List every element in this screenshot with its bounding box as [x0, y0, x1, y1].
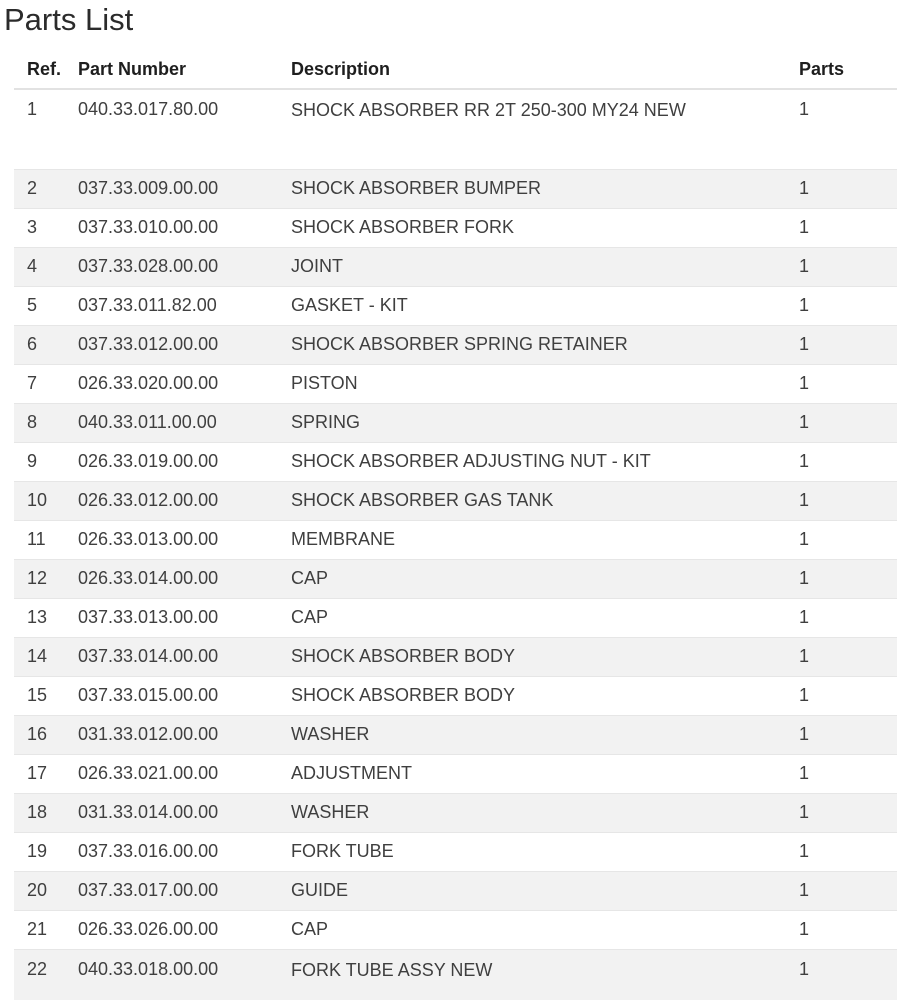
cell-part-number[interactable]: [78, 442, 291, 481]
cell-ref-text: 18: [27, 802, 48, 822]
cell-description-text: CAP: [291, 607, 329, 627]
cell-parts-text: 1: [799, 685, 810, 705]
cell-ref: [14, 169, 78, 208]
cell-part-number-text: 026.33.013.00.00: [78, 529, 219, 549]
cell-description-text: SHOCK ABSORBER BODY: [291, 646, 516, 666]
cell-ref: [14, 364, 78, 403]
cell-description: [291, 871, 799, 910]
cell-part-number[interactable]: [78, 286, 291, 325]
cell-ref: [14, 793, 78, 832]
header-parts: Parts: [799, 50, 897, 89]
cell-ref-text: 13: [27, 607, 48, 627]
cell-part-number[interactable]: [78, 676, 291, 715]
cell-description-text: SHOCK ABSORBER BODY: [291, 685, 516, 705]
header-part-number: Part Number: [78, 50, 291, 89]
cell-description-text: SHOCK ABSORBER ADJUSTING NUT - KIT: [291, 451, 651, 471]
cell-parts: [799, 286, 897, 325]
cell-description-text: FORK TUBE ASSY NEW: [291, 959, 493, 980]
cell-ref: [14, 403, 78, 442]
cell-ref-text: 8: [27, 412, 38, 432]
cell-parts: [799, 559, 897, 598]
cell-ref-text: 15: [27, 685, 48, 705]
cell-parts: [799, 910, 897, 949]
cell-parts-text: 1: [799, 178, 810, 198]
cell-parts: [799, 169, 897, 208]
cell-parts-text: 1: [799, 412, 810, 432]
cell-part-number-text: 026.33.020.00.00: [78, 373, 219, 393]
table-row[interactable]: [14, 754, 897, 793]
cell-parts-text: 1: [799, 880, 810, 900]
cell-parts: [799, 754, 897, 793]
cell-ref: [14, 910, 78, 949]
cell-description: [291, 89, 799, 169]
cell-description: [291, 169, 799, 208]
cell-part-number[interactable]: [78, 910, 291, 949]
cell-ref-text: 17: [27, 763, 48, 783]
cell-description: [291, 403, 799, 442]
cell-ref-text: 3: [27, 217, 38, 237]
cell-description-text: GASKET - KIT: [291, 295, 408, 315]
cell-parts-text: 1: [799, 99, 810, 119]
cell-ref: [14, 715, 78, 754]
header-row: [14, 50, 897, 89]
cell-part-number-text: 037.33.010.00.00: [78, 217, 219, 237]
cell-parts-text: 1: [799, 724, 810, 744]
cell-ref: [14, 481, 78, 520]
cell-description-text: CAP: [291, 919, 329, 939]
cell-part-number[interactable]: [78, 89, 291, 169]
cell-ref-text: 19: [27, 841, 48, 861]
cell-ref: [14, 949, 78, 1000]
cell-parts: [799, 871, 897, 910]
cell-ref: [14, 637, 78, 676]
cell-parts: [799, 442, 897, 481]
cell-parts-text: 1: [799, 451, 810, 471]
cell-ref: [14, 832, 78, 871]
cell-ref-text: 11: [27, 529, 46, 549]
table-row[interactable]: [14, 637, 897, 676]
cell-description: [291, 754, 799, 793]
cell-ref-text: 20: [27, 880, 48, 900]
table-row[interactable]: [14, 949, 897, 1000]
cell-ref-text: 9: [27, 451, 38, 471]
cell-part-number[interactable]: [78, 325, 291, 364]
cell-ref-text: 2: [27, 178, 38, 198]
cell-description: [291, 247, 799, 286]
table-row[interactable]: [14, 832, 897, 871]
cell-part-number[interactable]: [78, 481, 291, 520]
cell-description: [291, 949, 799, 1000]
cell-part-number[interactable]: [78, 403, 291, 442]
cell-part-number-text: 037.33.012.00.00: [78, 334, 219, 354]
cell-description: [291, 832, 799, 871]
cell-part-number[interactable]: [78, 949, 291, 1000]
cell-parts: [799, 247, 897, 286]
cell-ref-text: 1: [27, 99, 38, 119]
cell-parts-text: 1: [799, 334, 810, 354]
cell-description-text: MEMBRANE: [291, 529, 396, 549]
table-row[interactable]: [14, 520, 897, 559]
cell-parts: [799, 949, 897, 1000]
cell-parts: [799, 208, 897, 247]
cell-description: [291, 442, 799, 481]
cell-part-number[interactable]: [78, 715, 291, 754]
table-row[interactable]: [14, 325, 897, 364]
header-ref: Ref.: [14, 50, 78, 89]
table-row[interactable]: [14, 247, 897, 286]
cell-part-number-text: 037.33.016.00.00: [78, 841, 219, 861]
cell-part-number[interactable]: [78, 793, 291, 832]
table-row[interactable]: [14, 676, 897, 715]
cell-part-number-text: 040.33.018.00.00: [78, 958, 219, 979]
cell-description: [291, 637, 799, 676]
cell-parts: [799, 637, 897, 676]
table-row[interactable]: [14, 559, 897, 598]
cell-part-number[interactable]: [78, 754, 291, 793]
cell-description-text: SHOCK ABSORBER GAS TANK: [291, 490, 554, 510]
cell-parts: [799, 325, 897, 364]
cell-ref-text: 7: [27, 373, 38, 393]
cell-ref: [14, 442, 78, 481]
cell-ref: [14, 754, 78, 793]
cell-ref: [14, 676, 78, 715]
cell-part-number-text: 037.33.017.00.00: [78, 880, 219, 900]
page-title: Parts List: [4, 2, 134, 37]
table-row[interactable]: [14, 793, 897, 832]
cell-ref-text: 5: [27, 295, 38, 315]
cell-parts: [799, 598, 897, 637]
cell-parts: [799, 364, 897, 403]
cell-parts: [799, 89, 897, 169]
cell-description-text: WASHER: [291, 724, 370, 744]
cell-ref-text: 14: [27, 646, 48, 666]
cell-part-number-text: 026.33.014.00.00: [78, 568, 219, 588]
cell-ref: [14, 286, 78, 325]
cell-ref-text: 21: [27, 919, 48, 939]
cell-ref-text: 16: [27, 724, 48, 744]
cell-ref: [14, 559, 78, 598]
table-row[interactable]: [14, 364, 897, 403]
cell-ref: [14, 871, 78, 910]
table-row[interactable]: [14, 208, 897, 247]
cell-parts-text: 1: [799, 295, 810, 315]
cell-part-number-text: 037.33.009.00.00: [78, 178, 219, 198]
cell-ref: [14, 520, 78, 559]
cell-part-number-text: 026.33.012.00.00: [78, 490, 219, 510]
cell-part-number-text: 037.33.015.00.00: [78, 685, 219, 705]
cell-parts: [799, 715, 897, 754]
cell-description: [291, 910, 799, 949]
cell-parts: [799, 481, 897, 520]
cell-parts-text: 1: [799, 802, 810, 822]
parts-table-body: [14, 89, 897, 1000]
header-description: Description: [291, 50, 799, 89]
cell-parts: [799, 520, 897, 559]
cell-part-number[interactable]: [78, 364, 291, 403]
cell-description-text: PISTON: [291, 373, 358, 393]
cell-description-text: SHOCK ABSORBER RR 2T 250-300 MY24 NEW: [291, 100, 686, 120]
cell-parts-text: 1: [799, 919, 810, 939]
cell-part-number-text: 040.33.017.80.00: [78, 99, 219, 119]
parts-table-header: [14, 50, 897, 89]
cell-part-number[interactable]: [78, 520, 291, 559]
cell-part-number[interactable]: [78, 247, 291, 286]
cell-part-number[interactable]: [78, 871, 291, 910]
cell-parts-text: 1: [799, 568, 810, 588]
cell-ref: [14, 247, 78, 286]
cell-part-number-text: 037.33.014.00.00: [78, 646, 219, 666]
cell-part-number-text: 026.33.019.00.00: [78, 451, 219, 471]
cell-parts: [799, 832, 897, 871]
cell-description: [291, 598, 799, 637]
cell-description: [291, 676, 799, 715]
cell-parts-text: 1: [799, 763, 810, 783]
cell-description: [291, 208, 799, 247]
cell-description-text: JOINT: [291, 256, 343, 276]
cell-description: [291, 325, 799, 364]
cell-description: [291, 481, 799, 520]
table-row[interactable]: [14, 715, 897, 754]
cell-ref: [14, 598, 78, 637]
cell-description: [291, 286, 799, 325]
table-row[interactable]: [14, 910, 897, 949]
cell-part-number-text: 031.33.014.00.00: [78, 802, 219, 822]
cell-parts-text: 1: [799, 841, 810, 861]
cell-description: [291, 520, 799, 559]
cell-part-number-text: 037.33.011.82.00: [78, 295, 217, 315]
cell-part-number-text: 031.33.012.00.00: [78, 724, 219, 744]
table-row[interactable]: [14, 286, 897, 325]
cell-description-text: SPRING: [291, 412, 361, 432]
cell-description-text: FORK TUBE: [291, 841, 394, 861]
table-row[interactable]: [14, 442, 897, 481]
cell-description: [291, 364, 799, 403]
cell-part-number[interactable]: [78, 832, 291, 871]
cell-part-number-text: 026.33.021.00.00: [78, 763, 219, 783]
cell-description: [291, 793, 799, 832]
cell-parts-text: 1: [799, 373, 810, 393]
cell-description-text: SHOCK ABSORBER FORK: [291, 217, 515, 237]
cell-ref-text: 6: [27, 334, 38, 354]
cell-description-text: SHOCK ABSORBER SPRING RETAINER: [291, 334, 628, 354]
cell-description-text: CAP: [291, 568, 329, 588]
cell-parts-text: 1: [799, 529, 810, 549]
table-row[interactable]: [14, 871, 897, 910]
cell-parts-text: 1: [799, 958, 810, 979]
cell-parts-text: 1: [799, 646, 810, 666]
table-row[interactable]: [14, 403, 897, 442]
table-row[interactable]: [14, 169, 897, 208]
cell-part-number-text: 037.33.028.00.00: [78, 256, 219, 276]
cell-part-number[interactable]: [78, 208, 291, 247]
cell-part-number[interactable]: [78, 637, 291, 676]
cell-description: [291, 559, 799, 598]
parts-table: [14, 50, 897, 1000]
cell-description-text: SHOCK ABSORBER BUMPER: [291, 178, 542, 198]
cell-part-number-text: 037.33.013.00.00: [78, 607, 219, 627]
cell-ref: [14, 325, 78, 364]
cell-ref-text: 22: [27, 958, 48, 979]
cell-parts-text: 1: [799, 607, 810, 627]
cell-description-text: GUIDE: [291, 880, 349, 900]
cell-ref-text: 12: [27, 568, 48, 588]
cell-ref-text: 10: [27, 490, 48, 510]
cell-description-text: ADJUSTMENT: [291, 763, 412, 783]
cell-parts: [799, 793, 897, 832]
table-row[interactable]: [14, 598, 897, 637]
cell-part-number-text: 040.33.011.00.00: [78, 412, 217, 432]
cell-part-number[interactable]: [78, 559, 291, 598]
cell-description-text: WASHER: [291, 802, 370, 822]
cell-ref: [14, 208, 78, 247]
cell-ref-text: 4: [27, 256, 38, 276]
table-row[interactable]: [14, 89, 897, 169]
table-row[interactable]: [14, 481, 897, 520]
cell-parts: [799, 403, 897, 442]
cell-part-number[interactable]: [78, 598, 291, 637]
cell-parts-text: 1: [799, 490, 810, 510]
cell-ref: [14, 89, 78, 169]
cell-description: [291, 715, 799, 754]
cell-parts-text: 1: [799, 217, 810, 237]
cell-part-number-text: 026.33.026.00.00: [78, 919, 219, 939]
cell-part-number[interactable]: [78, 169, 291, 208]
cell-parts-text: 1: [799, 256, 810, 276]
cell-parts: [799, 676, 897, 715]
